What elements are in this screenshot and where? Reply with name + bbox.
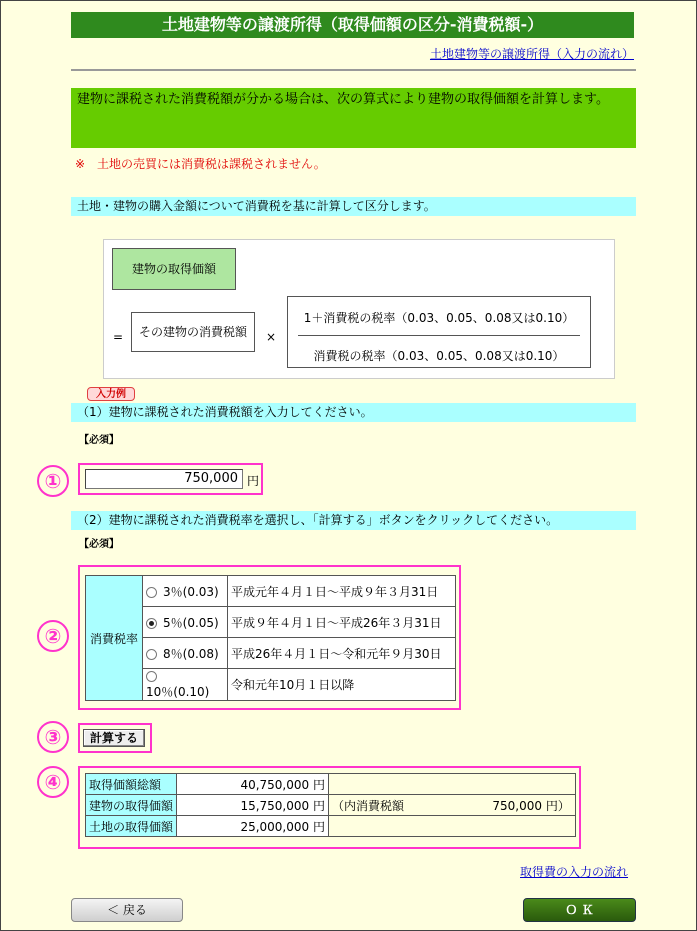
radio-8-percent[interactable] <box>146 649 157 660</box>
intro-box <box>71 88 636 148</box>
radio-5-percent[interactable] <box>146 618 157 629</box>
rate-period-3: 平成元年４月１日～平成９年３月31日 <box>228 576 456 607</box>
marker-1: ① <box>37 465 69 497</box>
formula-tax-amount-label: その建物の消費税額 <box>131 312 255 352</box>
consumption-tax-amount-input[interactable]: 750,000 <box>85 469 243 489</box>
marker-4: ④ <box>37 766 69 798</box>
radio-3-percent[interactable] <box>146 587 157 598</box>
rate-period-8: 平成26年４月１日～令和元年９月30日 <box>228 638 456 669</box>
rate-period-10: 令和元年10月１日以降 <box>228 669 456 701</box>
calculate-button[interactable]: 計算する <box>83 729 145 747</box>
result-table <box>85 773 576 837</box>
total-cost-label: 取得価額総額 <box>86 774 177 795</box>
input-example-badge[interactable]: 入力例 <box>87 387 135 401</box>
intro-text: 建物に課税された消費税額が分かる場合は、次の算式により建物の取得価額を計算します。 <box>77 92 609 107</box>
rate-period-5: 平成９年４月１日～平成26年３月31日 <box>228 607 456 638</box>
land-cost-value: 25,000,000 円 <box>177 816 329 837</box>
times-sign: × <box>266 330 277 344</box>
ok-button[interactable]: Ｏ Ｋ <box>523 898 636 922</box>
building-tax-breakdown: （内消費税額 750,000 円） <box>329 795 576 816</box>
step2-required: 【必須】 <box>79 539 119 550</box>
page-title: 土地建物等の譲渡所得（取得価額の区分-消費税額-） <box>71 12 634 38</box>
rate-header: 消費税率 <box>86 576 143 701</box>
back-button[interactable]: ＜ 戻る <box>71 898 183 922</box>
step2-instruction: （2）建物に課税された消費税率を選択し、「計算する」ボタンをクリックしてください。 <box>71 511 636 530</box>
total-cost-extra <box>329 774 576 795</box>
step1-instruction: （1）建物に課税された消費税額を入力してください。 <box>71 403 636 422</box>
formula-diagram <box>103 239 615 379</box>
rate-option-10[interactable]: 10％(0.10) <box>143 669 228 701</box>
step1-required: 【必須】 <box>79 435 119 446</box>
marker-2: ② <box>37 620 69 652</box>
rate-option-3[interactable]: 3％(0.03) <box>143 576 228 607</box>
building-cost-label: 建物の取得価額 <box>86 795 177 816</box>
land-cost-label: 土地の取得価額 <box>86 816 177 837</box>
building-cost-value: 15,750,000 円 <box>177 795 329 816</box>
fraction-denominator: 消費税の税率（0.03、0.05、0.08又は0.10） <box>313 349 565 363</box>
rate-option-5[interactable]: 5％(0.05) <box>143 607 228 638</box>
fraction-line <box>298 335 580 336</box>
acquisition-flow-link[interactable]: 取得費の入力の流れ <box>520 865 629 879</box>
land-tax-note: ※ 土地の売買には消費税は課税されません。 <box>75 157 326 171</box>
formula-result-label: 建物の取得価額 <box>112 248 236 290</box>
rate-option-8[interactable]: 8％(0.08) <box>143 638 228 669</box>
fraction-numerator: 1＋消費税の税率（0.03、0.05、0.08又は0.10） <box>303 311 575 325</box>
total-cost-value: 40,750,000 円 <box>177 774 329 795</box>
divider <box>71 69 636 71</box>
radio-10-percent[interactable] <box>146 671 157 682</box>
equals-sign: = <box>113 330 124 344</box>
input-flow-link[interactable]: 土地建物等の譲渡所得（入力の流れ） <box>429 47 634 61</box>
formula-fraction <box>287 296 591 368</box>
land-cost-extra <box>329 816 576 837</box>
section-caption: 土地・建物の購入金額について消費税を基に計算して区分します。 <box>71 197 636 216</box>
amount-unit: 円 <box>247 474 260 488</box>
tax-rate-table <box>85 575 456 701</box>
marker-3: ③ <box>37 721 69 753</box>
